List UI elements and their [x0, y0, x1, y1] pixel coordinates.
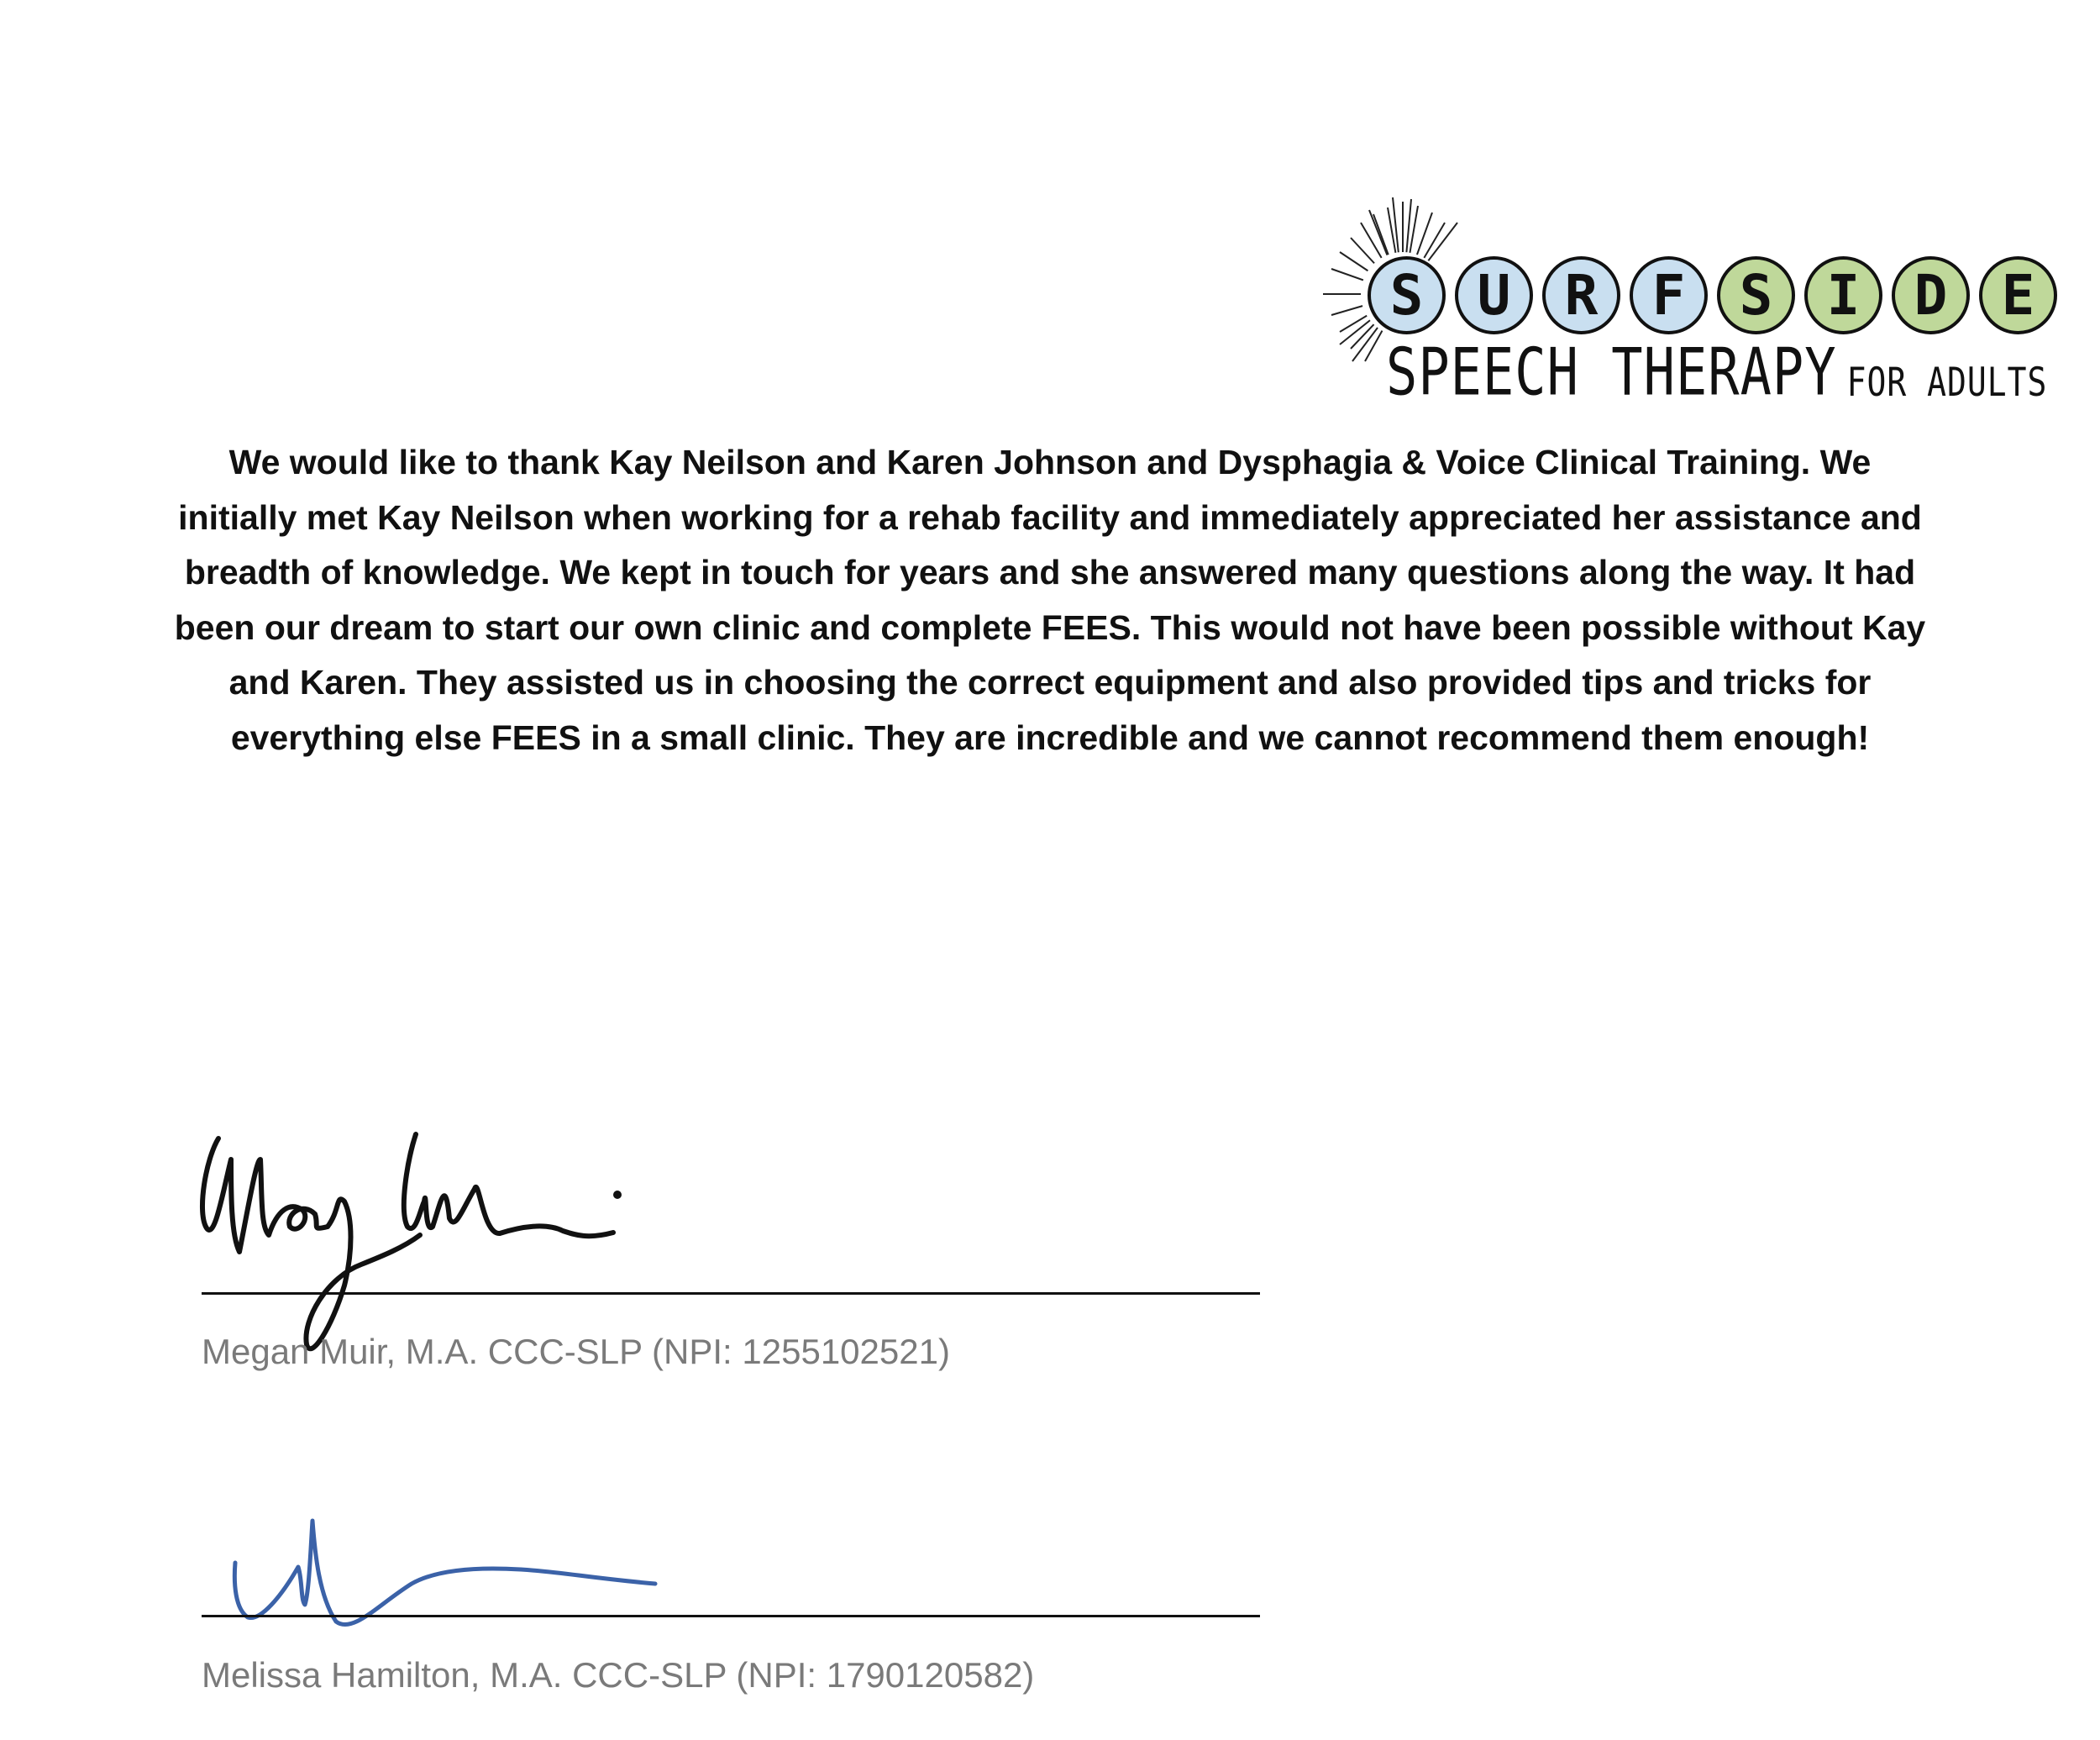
- thank-you-message: We would like to thank Kay Neilson and Karen Johnson and Dysphagia & Voice Clinical Training. We initially met Kay Neilson when working for a rehab facility and immediately appreciated her assistance and breadth of knowledge. We kept in touch for years and she answered many questions along the way. It had been our dream to start our own clinic and complete FEES. This would not have been possible without Kay and Karen. They assisted us in choosing the correct equipment and also provided tips and tricks for everything else FEES in a small clinic. They are incredible and we cannot recommend them enough!: [174, 443, 1926, 757]
- logo-subtitle: [1386, 333, 2048, 410]
- signature-block-melissa: [202, 1487, 1260, 1739]
- surfside-logo: [1319, 189, 2075, 416]
- logo-subtitle-main: SPEECH THERAPY: [1386, 333, 1837, 410]
- signature-block-megan: [202, 1109, 1260, 1411]
- signature-line-2: [202, 1615, 1260, 1617]
- logo-subtitle-small: FOR ADULTS: [1846, 359, 2048, 405]
- logo-letter-circle: I: [1804, 256, 1882, 334]
- logo-letter-circle: E: [1979, 256, 2057, 334]
- logo-letter-circle: S: [1717, 256, 1795, 334]
- logo-letter-circle: U: [1455, 256, 1533, 334]
- signatory-name-1: Megan Muir, M.A. CCC-SLP (NPI: 1255102521): [202, 1332, 950, 1371]
- signatory-name-2: Melissa Hamilton, M.A. CCC-SLP (NPI: 1790120582): [202, 1655, 1035, 1695]
- signature-melissa-hamilton: [202, 1504, 706, 1638]
- logo-letter-circle: F: [1630, 256, 1708, 334]
- logo-letter-circle: D: [1892, 256, 1970, 334]
- logo-letter-circle: S: [1368, 256, 1446, 334]
- signature-megan-muir: [193, 1109, 781, 1361]
- logo-letter-circle: R: [1542, 256, 1620, 334]
- signature-line-1: [202, 1292, 1260, 1295]
